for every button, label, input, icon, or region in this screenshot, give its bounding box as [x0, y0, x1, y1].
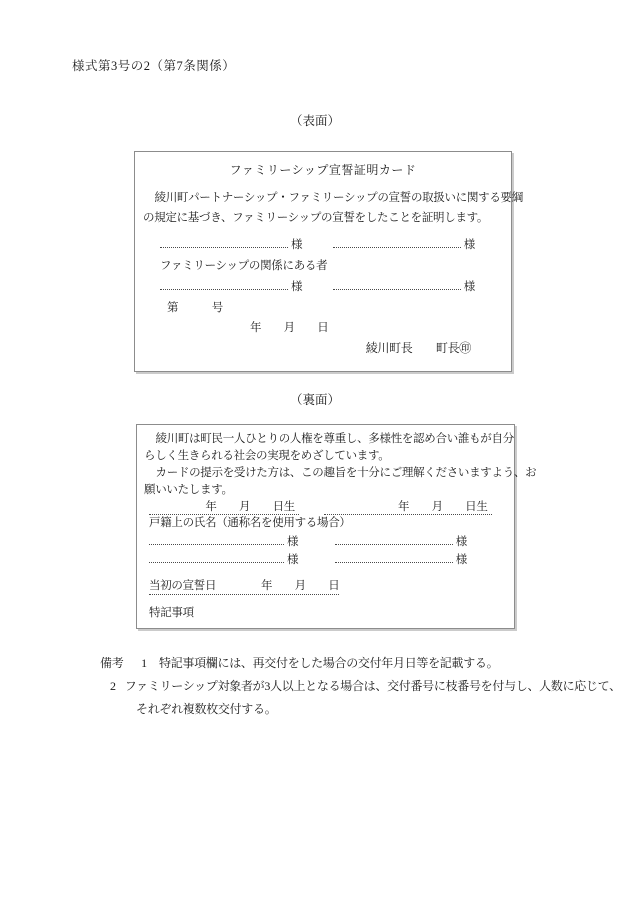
back-side-label: （裏面） — [289, 393, 340, 407]
mayor-signature-seal-line: 綾川町長 町長㊞ — [365, 341, 471, 355]
oath-statement — [135, 188, 523, 228]
name-blank-field-4 — [333, 277, 461, 290]
family-relation-heading: ファミリーシップの関係にある者 — [160, 260, 328, 272]
name-suffix: 様 — [455, 554, 467, 566]
name-blank-field-3 — [160, 277, 288, 290]
remarks-label: 備考 — [100, 656, 124, 670]
name-suffix: 様 — [463, 281, 475, 293]
family-member-name-row — [135, 276, 511, 298]
name-blank-field-8 — [335, 550, 453, 563]
request-statement-line-1: カードの提示を受けた方は、この趣旨を十分にご理解くださいますよう、お — [155, 467, 537, 479]
oath-statement-line-1: 綾川町パートナーシップ・ファミリーシップの宣誓の取扱いに関する要綱 — [154, 192, 523, 204]
form-number-label: 様式第3号の2（第7条関係） — [72, 59, 236, 73]
remark-1-number: 1 — [141, 656, 147, 670]
remark-item-2 — [100, 675, 621, 698]
name-suffix: 様 — [287, 554, 299, 566]
remark-item-2-continuation — [100, 698, 580, 721]
remark-2-number: 2 — [110, 679, 116, 693]
legal-name-row-1 — [137, 532, 514, 550]
name-suffix: 様 — [287, 536, 299, 548]
name-suffix: 様 — [463, 239, 475, 251]
legal-name-row-2 — [137, 550, 514, 568]
name-suffix: 様 — [455, 536, 467, 548]
name-blank-field-1 — [160, 235, 288, 248]
remark-2-text-line-2: それぞれ複数枚交付する。 — [136, 702, 277, 716]
remark-1-text: 特記事項欄には、再交付をした場合の交付年月日等を記載する。 — [159, 656, 499, 670]
remark-2-text-line-1: ファミリーシップ対象者が3人以上となる場合は、交付番号に枝番号を付与し、人数に応じて、 — [124, 679, 621, 693]
oath-person-name-row — [135, 234, 511, 256]
name-blank-field-5 — [149, 532, 284, 545]
name-blank-field-6 — [335, 532, 453, 545]
back-card — [136, 424, 537, 629]
respect-statement-line-2: らしく生きられる社会の実現をめざしています。 — [144, 450, 390, 462]
respect-statement-line-1: 綾川町は町民一人ひとりの人権を尊重し、多様性を認め合い誰もが自分 — [155, 433, 514, 445]
birthdate-field-2: 年 月 日生 — [324, 499, 492, 515]
first-oath-date-field: 当初の宣誓日 年 月 日 — [149, 580, 339, 595]
first-oath-date-line — [137, 578, 514, 595]
special-notes-heading: 特記事項 — [149, 607, 194, 619]
birthdate-field-1: 年 月 日生 — [149, 499, 299, 515]
legal-name-heading: 戸籍上の氏名（通称名を使用する場合） — [149, 517, 351, 529]
certificate-number-line: 第 号 — [167, 302, 223, 314]
remarks-section — [100, 652, 621, 721]
remark-item-1 — [100, 652, 580, 675]
card-title: ファミリーシップ宣誓証明カード — [229, 163, 417, 177]
back-statement — [137, 431, 537, 499]
request-statement-line-2: 願いいたします。 — [144, 484, 233, 496]
front-side-label: （表面） — [289, 114, 340, 128]
front-card — [134, 151, 523, 372]
name-blank-field-2 — [333, 235, 461, 248]
issue-date-line: 年 月 日 — [250, 322, 329, 334]
oath-statement-line-2: の規定に基づき、ファミリーシップの宣誓をしたことを証明します。 — [143, 212, 489, 224]
birthdate-row — [137, 499, 514, 515]
name-suffix: 様 — [291, 281, 303, 293]
name-suffix: 様 — [291, 239, 303, 251]
name-blank-field-7 — [149, 550, 284, 563]
